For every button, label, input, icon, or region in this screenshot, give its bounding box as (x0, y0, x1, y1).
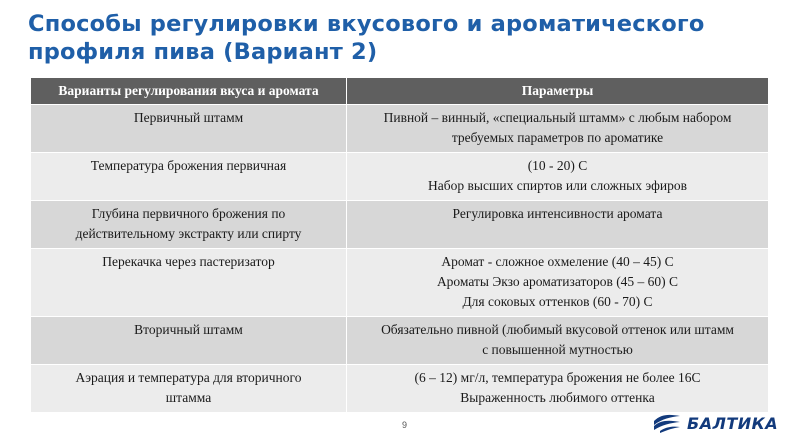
cell-line: Перекачка через пастеризатор (102, 254, 275, 269)
table-row (31, 201, 769, 249)
variant-cell (31, 317, 347, 365)
variant-cell (31, 153, 347, 201)
table-row (31, 153, 769, 201)
cell-line: Аромат - сложное охмеление (40 – 45) С (441, 254, 674, 269)
cell-line: Глубина первичного брожения по (91, 206, 286, 221)
header-parameters: Параметры (347, 78, 769, 105)
cell-line: Ароматы Экзо ароматизаторов (45 – 60) С (436, 274, 679, 289)
params-cell (347, 365, 769, 413)
variant-cell (31, 105, 347, 153)
variant-cell (31, 201, 347, 249)
table-row (31, 365, 769, 413)
variant-cell (31, 365, 347, 413)
cell-line: штамма (165, 390, 212, 405)
table-header-row (31, 78, 769, 105)
cell-line: Обязательно пивной (любимый вкусовой оттенок или штамм (381, 322, 734, 337)
cell-line: Пивной – винный, «специальный штамм» с любым набором (383, 110, 732, 125)
cell-line: требуемых параметров по ароматике (451, 130, 664, 145)
params-cell (347, 105, 769, 153)
slide-title-line-1: Способы регулировки вкусового и ароматического (28, 11, 705, 37)
table-row (31, 249, 769, 317)
cell-line: Вторичный штамм (134, 322, 243, 337)
logo-text: БАЛТИКА (687, 413, 779, 433)
baltika-logo (652, 410, 782, 436)
slide-title (28, 10, 778, 66)
page-number: 9 (402, 420, 408, 430)
baltika-wave-icon (652, 413, 682, 433)
table-row (31, 105, 769, 153)
params-cell (347, 153, 769, 201)
cell-line: (6 – 12) мг/л, температура брожения не более 16С (414, 370, 701, 385)
params-cell (347, 249, 769, 317)
cell-line: Первичный штамм (133, 110, 244, 125)
cell-line: (10 - 20) С (527, 158, 588, 173)
cell-line: с повышенной мутностью (482, 342, 633, 357)
slide-title-line-2: профиля пива (Вариант 2) (28, 39, 378, 65)
cell-line: Регулировка интенсивности аромата (452, 206, 663, 221)
cell-line: Выраженность любимого оттенка (460, 390, 655, 405)
parameters-table (30, 78, 769, 413)
variant-cell (31, 249, 347, 317)
cell-line: Для соковых оттенков (60 - 70) С (462, 294, 653, 309)
cell-line: Набор высших спиртов или сложных эфиров (428, 178, 687, 193)
cell-line: действительному экстракту или спирту (75, 226, 302, 241)
params-cell (347, 317, 769, 365)
cell-line: Температура брожения первичная (90, 158, 287, 173)
params-cell (347, 201, 769, 249)
table-row (31, 317, 769, 365)
cell-line: Аэрация и температура для вторичного (75, 370, 302, 385)
header-variants: Варианты регулирования вкуса и аромата (31, 78, 347, 105)
